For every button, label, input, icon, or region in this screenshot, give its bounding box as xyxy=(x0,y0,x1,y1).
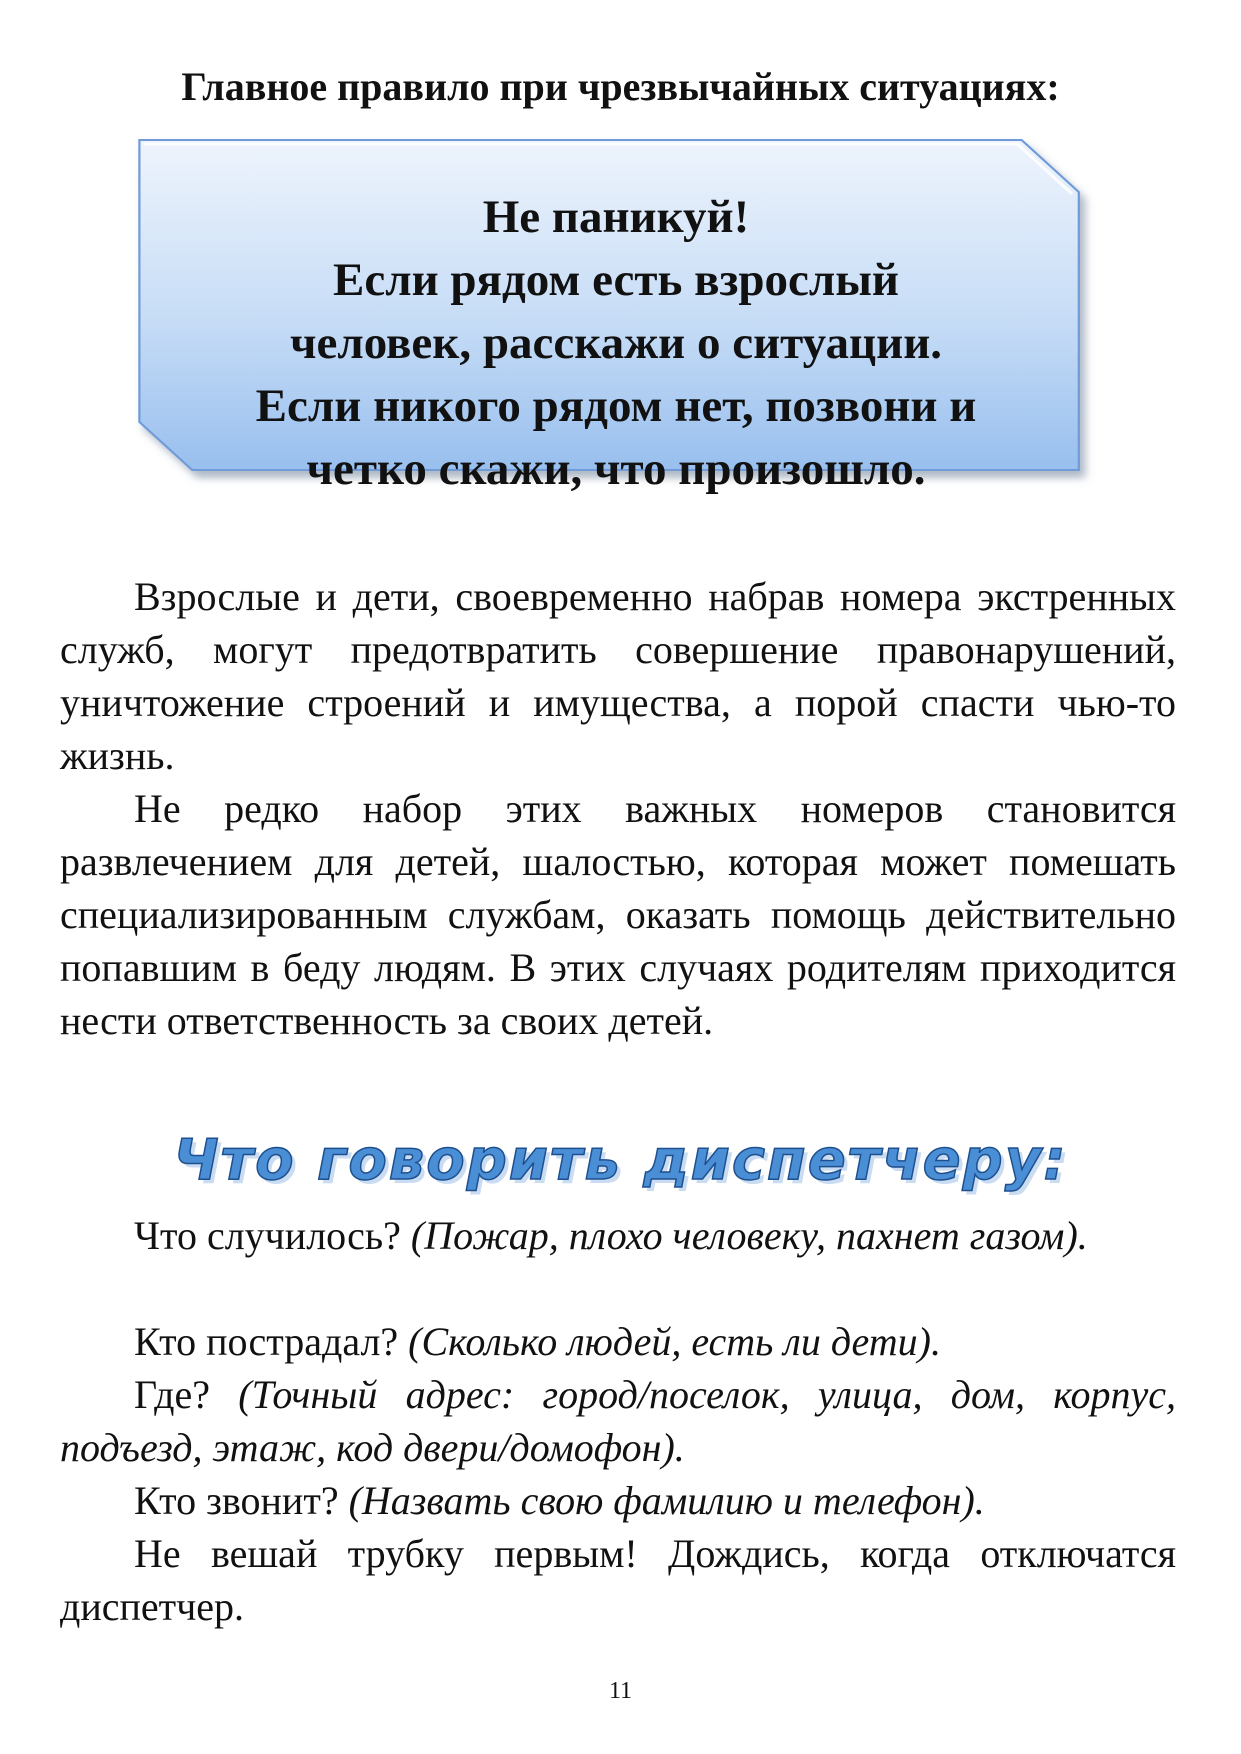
question-item xyxy=(60,1474,1176,1527)
question-text: Где? xyxy=(134,1372,210,1417)
question-text: Кто пострадал? xyxy=(134,1319,399,1364)
answer-text: (Назвать свою фамилию и телефон). xyxy=(348,1478,985,1523)
question-item xyxy=(60,1315,1176,1368)
question-item xyxy=(60,1368,1176,1474)
rule-box xyxy=(135,136,1097,524)
answer-text: (Точный адрес: город/поселок, улица, дом, корпус, подъезд, этаж, код двери/домофон). xyxy=(60,1372,1176,1470)
question-item xyxy=(60,1527,1176,1633)
answer-text: (Пожар, плохо человеку, пахнет газом). xyxy=(410,1213,1088,1258)
page-heading: Главное правило при чрезвычайных ситуациях: xyxy=(181,64,1060,109)
question-text: Не вешай трубку первым! Дождись, когда отключатся диспетчер. xyxy=(60,1531,1176,1629)
rule-line: Не паникуй! xyxy=(482,191,750,243)
question-item xyxy=(60,1209,1176,1262)
rule-line: четко скажи, что произошло. xyxy=(306,443,926,495)
rule-line: человек, расскажи о ситуации. xyxy=(289,317,943,369)
rule-line: Если никого рядом нет, позвони и xyxy=(255,380,977,432)
question-text: Кто звонит? xyxy=(134,1478,339,1523)
section-heading: Что говорить диспетчеру: xyxy=(173,1128,1068,1193)
paragraph: Взрослые и дети, своевременно набрав номера экстренных служб, могут предотвратить совершение правонарушений, уничтожение строений и имущества, а порой спасти чью-то жизнь. xyxy=(60,574,1176,778)
question-text: Что случилось? xyxy=(134,1213,401,1258)
page-number: 11 xyxy=(608,1678,633,1704)
paragraph: Не редко набор этих важных номеров становится развлечением для детей, шалостью, которая может помешать специализированным службам, оказать помощь действительно попавшим в беду людям. В этих случаях родителям приходится нести ответственность за своих детей. xyxy=(60,786,1176,1043)
rule-line: Если рядом есть взрослый xyxy=(332,254,900,306)
answer-text: (Сколько людей, есть ли дети). xyxy=(408,1319,941,1364)
rule-box-text xyxy=(165,186,1067,501)
